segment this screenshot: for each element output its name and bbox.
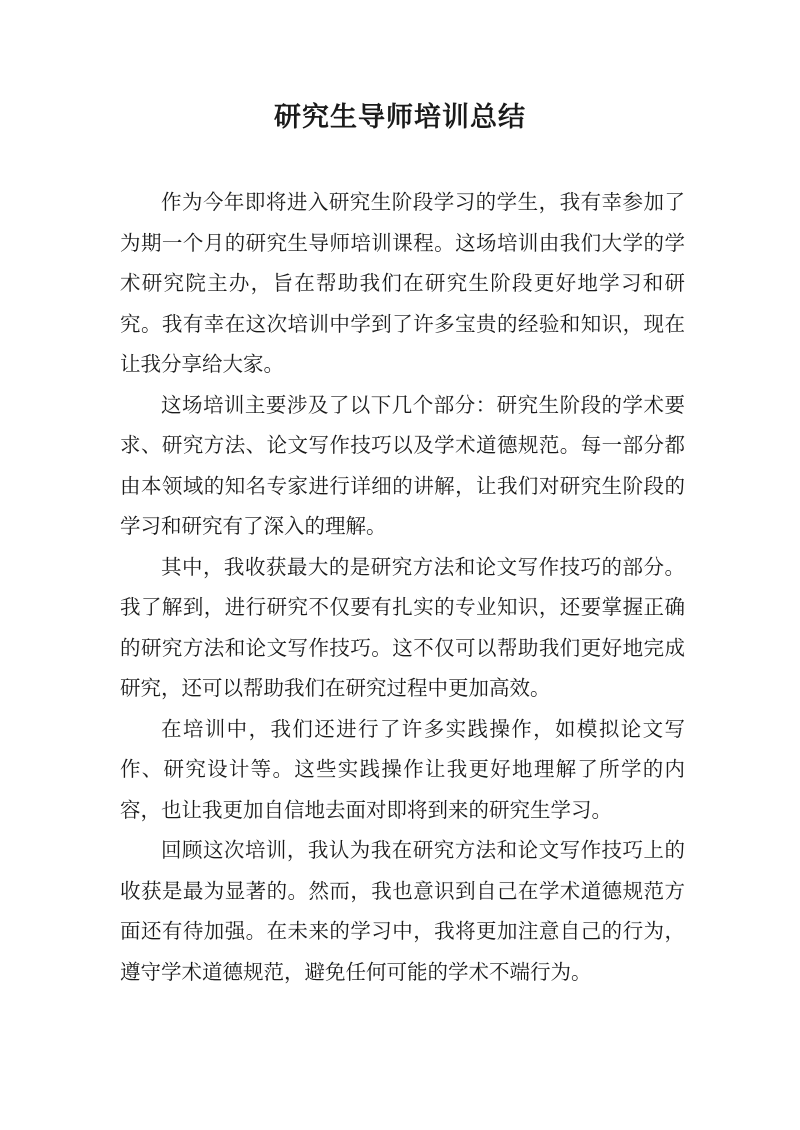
paragraph-5: 回顾这次培训，我认为我在研究方法和论文写作技巧上的收获是最为显著的。然而，我也意识到自己在学术道德规范方面还有待加强。在未来的学习中，我将更加注意自己的行为，遵守学术道德规范，避免任何可能的学术不端行为。 bbox=[120, 838, 685, 984]
paragraph-2: 这场培训主要涉及了以下几个部分：研究生阶段的学术要求、研究方法、论文写作技巧以及学术道德规范。每一部分都由本领域的知名专家进行详细的讲解，让我们对研究生阶段的学习和研究有了深入的理解。 bbox=[120, 392, 685, 538]
paragraph-3: 其中，我收获最大的是研究方法和论文写作技巧的部分。我了解到，进行研究不仅要有扎实的专业知识，还要掌握正确的研究方法和论文写作技巧。这不仅可以帮助我们更好地完成研究，还可以帮助我们在研究过程中更加高效。 bbox=[120, 554, 685, 700]
document-body bbox=[120, 182, 685, 992]
paragraph-4: 在培训中，我们还进行了许多实践操作，如模拟论文写作、研究设计等。这些实践操作让我更好地理解了所学的内容，也让我更加自信地去面对即将到来的研究生学习。 bbox=[120, 716, 685, 822]
paragraph-1: 作为今年即将进入研究生阶段学习的学生，我有幸参加了为期一个月的研究生导师培训课程。这场培训由我们大学的学术研究院主办，旨在帮助我们在研究生阶段更好地学习和研究。我有幸在这次培训中学到了许多宝贵的经验和知识，现在让我分享给大家。 bbox=[120, 190, 685, 376]
document-title: 研究生导师培训总结 bbox=[274, 102, 526, 133]
